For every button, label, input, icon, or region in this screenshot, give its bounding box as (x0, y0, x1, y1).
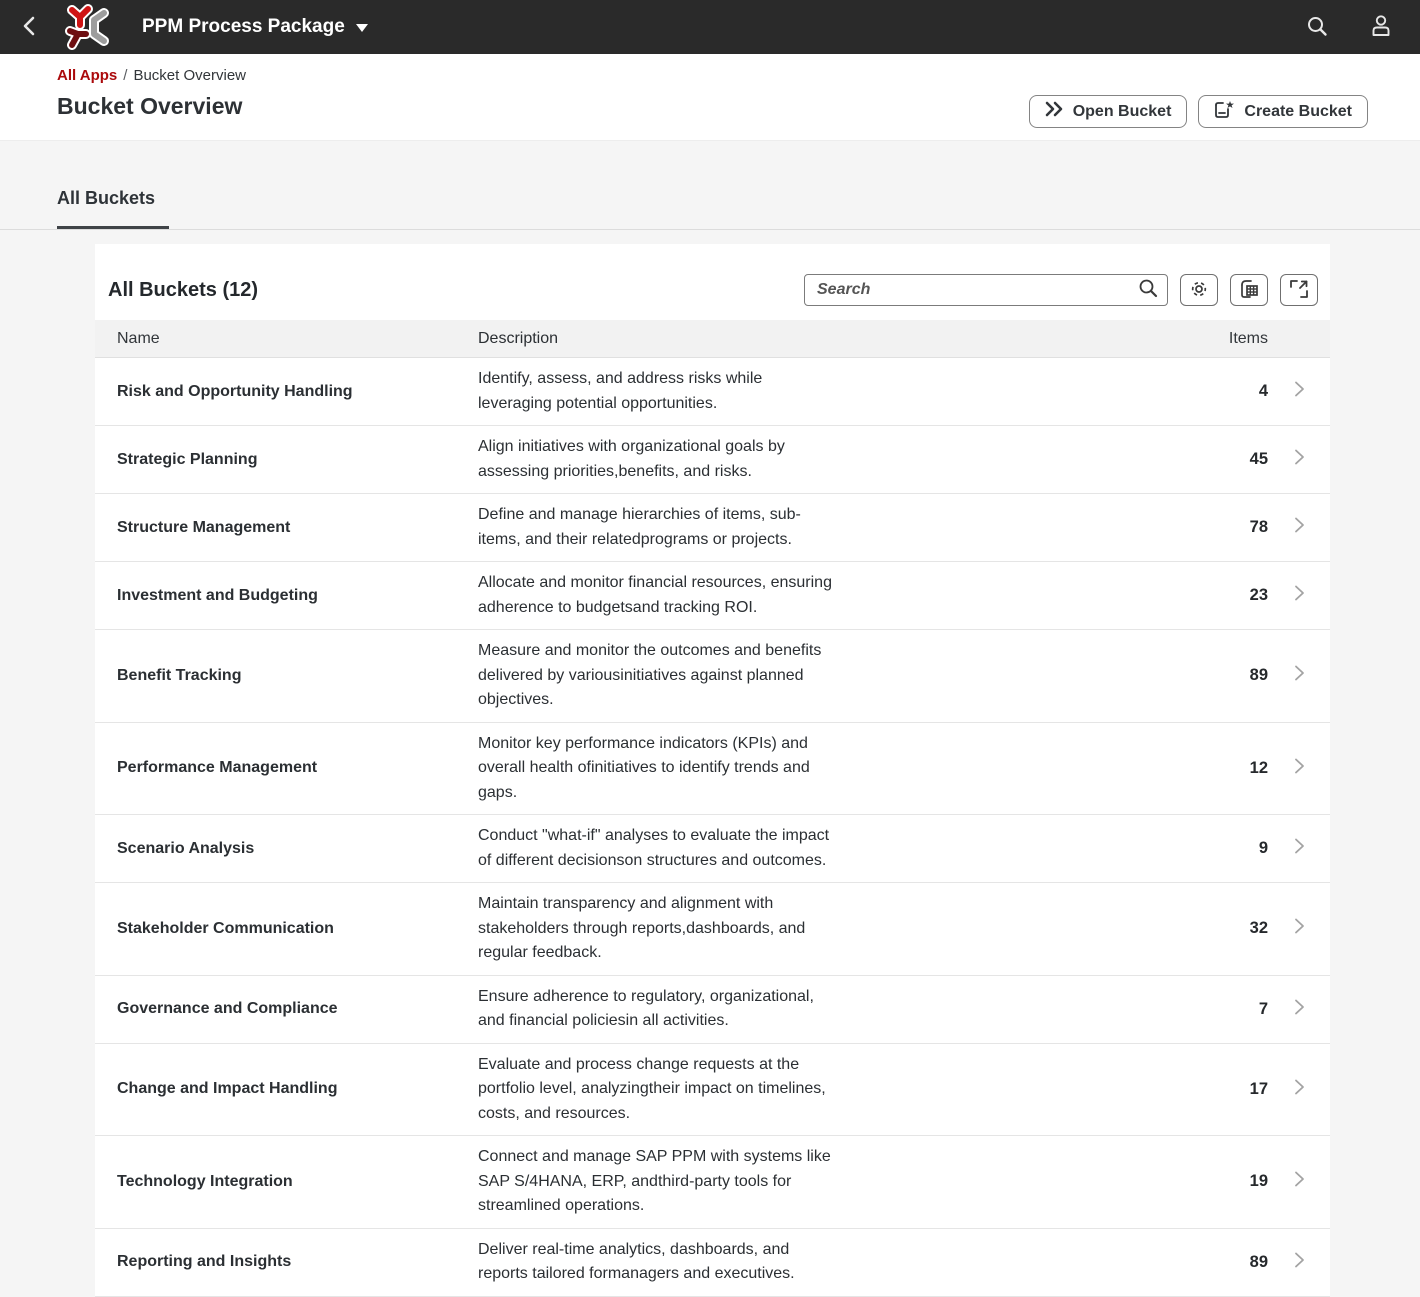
bucket-name: Performance Management (117, 759, 318, 777)
chevron-right-icon[interactable] (1293, 837, 1305, 860)
table-row[interactable] (95, 358, 1330, 426)
table-row[interactable] (95, 1136, 1330, 1229)
bucket-description: Ensure adherence to regulatory, organizational, and financial policiesin all activities. (478, 987, 814, 1029)
bucket-items-count: 17 (1249, 1079, 1268, 1098)
table-body (95, 358, 1330, 1297)
table-settings-button[interactable] (1180, 274, 1218, 306)
search-icon (1306, 15, 1328, 40)
app-title-menu[interactable] (142, 16, 368, 38)
chevron-right-icon[interactable] (1293, 516, 1305, 539)
bucket-description: Conduct "what-if" analyses to evaluate the impact of different decisionson structures and outcomes. (478, 827, 830, 869)
chevron-right-icon[interactable] (1293, 584, 1305, 607)
tab-strip (0, 141, 1420, 230)
expand-arrows-icon (1289, 279, 1309, 302)
app-title: PPM Process Package (142, 16, 345, 37)
bucket-items-count: 12 (1249, 758, 1268, 777)
bucket-items-count: 89 (1249, 666, 1268, 685)
bucket-name: Stakeholder Communication (117, 919, 334, 937)
bucket-items-count: 7 (1258, 999, 1268, 1018)
bucket-name: Reporting and Insights (117, 1253, 292, 1270)
bucket-name: Risk and Opportunity Handling (117, 382, 353, 400)
open-bucket-label: Open Bucket (1072, 102, 1172, 120)
column-header-name[interactable]: Name (117, 329, 160, 347)
bucket-name: Change and Impact Handling (117, 1080, 338, 1098)
chevron-right-icon[interactable] (1293, 1251, 1305, 1274)
bucket-items-count: 19 (1249, 1172, 1268, 1191)
chevron-right-icon[interactable] (1293, 1170, 1305, 1193)
bucket-items-count: 4 (1258, 382, 1268, 400)
bucket-description: Allocate and monitor financial resources, ensuring adherence to budgetsand tracking ROI. (478, 574, 832, 616)
bucket-description: Measure and monitor the outcomes and benefits delivered by variousinitiatives against planned objectives. (478, 642, 822, 708)
gear-icon (1189, 279, 1209, 302)
tab-all-buckets[interactable]: All Buckets (57, 188, 169, 229)
chevron-right-icon[interactable] (1293, 1078, 1305, 1101)
export-spreadsheet-icon (1239, 279, 1260, 302)
bucket-name: Investment and Budgeting (117, 586, 318, 604)
page-header (0, 54, 1420, 141)
chevron-right-icon[interactable] (1293, 664, 1305, 687)
bucket-name: Technology Integration (117, 1172, 293, 1190)
chevron-right-icon[interactable] (1293, 998, 1305, 1021)
bucket-description: Align initiatives with organizational goals by assessing priorities,benefits, and risks. (478, 438, 785, 480)
shell-search-button[interactable] (1302, 11, 1332, 44)
bucket-items-count: 78 (1249, 518, 1268, 536)
table-row[interactable] (95, 976, 1330, 1044)
profile-button[interactable] (1366, 10, 1396, 44)
create-bucket-button[interactable] (1198, 95, 1368, 128)
chevron-right-icon[interactable] (1293, 448, 1305, 471)
bucket-description: Deliver real-time analytics, dashboards, and reports tailored formanagers and executives. (478, 1240, 795, 1282)
table-header-row (95, 320, 1330, 358)
table-row[interactable] (95, 723, 1330, 816)
export-spreadsheet-button[interactable] (1230, 274, 1268, 306)
chevron-right-icon[interactable] (1293, 917, 1305, 940)
bucket-items-count: 9 (1258, 839, 1268, 857)
page-title: Bucket Overview (57, 93, 243, 119)
search-icon (1138, 278, 1158, 303)
table-row[interactable] (95, 1044, 1330, 1137)
breadcrumb-all-apps-link[interactable]: All Apps (57, 67, 118, 84)
bucket-name: Governance and Compliance (117, 1000, 338, 1017)
buckets-table-card (95, 244, 1330, 1297)
bucket-name: Structure Management (117, 518, 291, 536)
bucket-description: Identify, assess, and address risks while leveraging potential opportunities. (478, 370, 763, 412)
chevron-right-icon[interactable] (1293, 757, 1305, 780)
chevron-down-icon (356, 16, 368, 38)
table-toolbar (95, 244, 1330, 320)
bucket-items-count: 45 (1249, 450, 1268, 468)
table-row[interactable] (95, 494, 1330, 562)
double-chevron-right-icon (1045, 101, 1064, 122)
breadcrumb (57, 67, 1368, 84)
document-star-icon (1214, 100, 1235, 124)
bucket-description: Evaluate and process change requests at the portfolio level, analyzingtheir impact on timelines, costs, and resources. (478, 1055, 826, 1122)
back-button[interactable] (0, 0, 58, 54)
chevron-right-icon[interactable] (1293, 380, 1305, 403)
table-title: All Buckets (12) (108, 278, 259, 301)
bucket-description: Maintain transparency and alignment with stakeholders through reports,dashboards, and regular feedback. (478, 895, 806, 961)
table-row[interactable] (95, 426, 1330, 494)
table-row[interactable] (95, 883, 1330, 976)
table-row[interactable] (95, 562, 1330, 630)
table-row[interactable] (95, 815, 1330, 883)
table-row[interactable] (95, 1229, 1330, 1297)
breadcrumb-separator: / (123, 67, 128, 84)
back-chevron-icon (21, 15, 37, 40)
table-row[interactable] (95, 630, 1330, 723)
bucket-description: Define and manage hierarchies of items, sub-items, and their relatedprograms or projects. (478, 506, 801, 548)
ppm-brand-logo-icon (64, 4, 116, 50)
column-header-description[interactable]: Description (478, 329, 559, 347)
person-icon (1370, 14, 1392, 40)
bucket-name: Strategic Planning (117, 450, 258, 468)
create-bucket-label: Create Bucket (1244, 102, 1352, 120)
breadcrumb-current: Bucket Overview (133, 67, 246, 84)
fullscreen-button[interactable] (1280, 274, 1318, 306)
bucket-items-count: 23 (1249, 586, 1268, 604)
table-search-box (804, 274, 1168, 306)
bucket-name: Scenario Analysis (117, 839, 255, 857)
search-input[interactable] (817, 281, 1138, 299)
column-header-items[interactable]: Items (1228, 329, 1268, 347)
open-bucket-button[interactable] (1029, 95, 1188, 128)
bucket-name: Benefit Tracking (117, 666, 242, 684)
bucket-items-count: 32 (1249, 919, 1268, 938)
bucket-description: Monitor key performance indicators (KPIs) and overall health ofinitiatives to identify trends and gaps. (478, 734, 810, 801)
shell-header (0, 0, 1420, 54)
bucket-items-count: 89 (1249, 1252, 1268, 1271)
bucket-description: Connect and manage SAP PPM with systems like SAP S/4HANA, ERP, andthird-party tools for streamlined operations. (478, 1148, 831, 1214)
